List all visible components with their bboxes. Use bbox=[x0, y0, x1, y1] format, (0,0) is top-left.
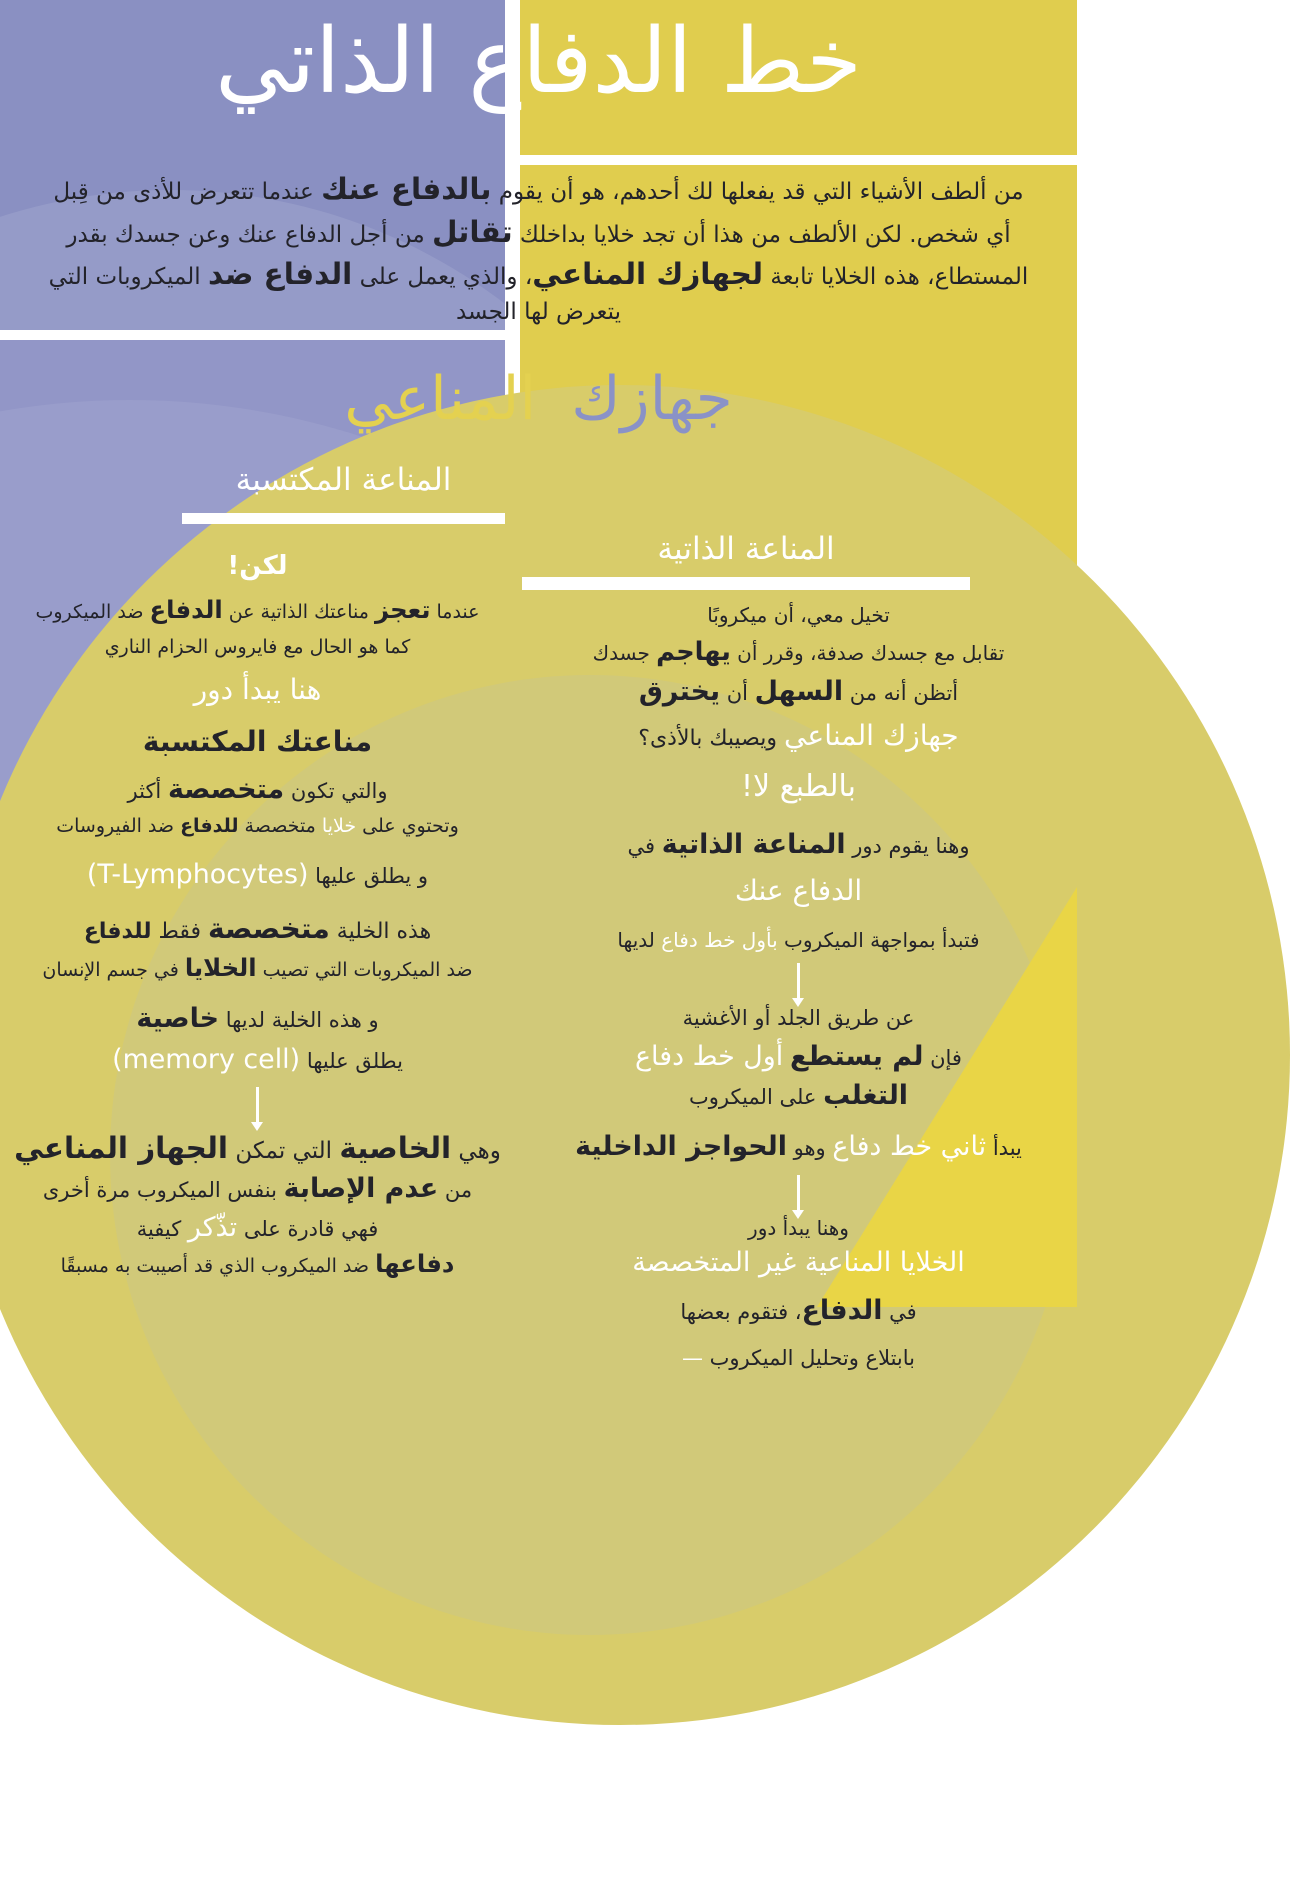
text-segment: لجهازك المناعي bbox=[532, 257, 764, 292]
text-segment: المناعة الذاتية bbox=[661, 828, 846, 860]
text-segment: عن طريق الجلد أو الأغشية bbox=[682, 1006, 915, 1031]
text-segment: و يطلق عليها bbox=[308, 864, 429, 889]
header-underline-innate bbox=[522, 577, 970, 590]
text-segment: فقط bbox=[151, 919, 208, 945]
text-segment: الدفاع bbox=[149, 594, 223, 624]
page-title: خط الدفاع الذاتي bbox=[215, 9, 862, 114]
text-segment: تقابل مع جسدك صدفة، وقرر أن bbox=[730, 641, 1005, 665]
text-segment: أول خط دفاع bbox=[635, 1041, 784, 1073]
down-arrow-icon bbox=[256, 1087, 259, 1123]
text-line bbox=[15, 168, 1062, 211]
text-segment: وتحتوي على bbox=[356, 814, 459, 837]
text-segment: متخصصة bbox=[207, 912, 330, 946]
text-segment: أتظن أنه من bbox=[843, 681, 959, 706]
text-segment: لديها bbox=[617, 928, 662, 953]
text-segment: أكثر bbox=[127, 778, 168, 803]
innate-immunity-content bbox=[530, 602, 1067, 1373]
text-segment: الخلايا bbox=[184, 953, 257, 983]
text-segment: ، والذي يعمل على bbox=[352, 264, 533, 291]
text-segment: بالدفاع عنك bbox=[321, 172, 492, 206]
text-line bbox=[530, 767, 1067, 806]
text-segment: يطلق عليها bbox=[300, 1048, 403, 1073]
text-segment: من bbox=[438, 1177, 473, 1202]
text-segment: وهنا يبدأ دور bbox=[748, 1216, 849, 1241]
text-line bbox=[10, 1211, 505, 1246]
text-line bbox=[530, 1079, 1067, 1114]
text-segment: وهنا يقوم دور bbox=[845, 833, 970, 858]
text-segment: جسدك bbox=[592, 641, 657, 665]
text-segment: مناعتك المكتسبة bbox=[142, 725, 373, 759]
text-segment: في bbox=[882, 1300, 917, 1325]
text-segment: دفاعها bbox=[375, 1248, 455, 1278]
text-segment: يبدأ bbox=[986, 1136, 1022, 1161]
text-segment: بنفس الميكروب مرة أخرى bbox=[42, 1177, 284, 1202]
text-segment: و هذه الخلية لديها bbox=[219, 1007, 379, 1032]
text-segment: الميكروبات التي bbox=[48, 264, 208, 291]
text-segment: الجهاز المناعي bbox=[14, 1131, 229, 1166]
text-line bbox=[10, 773, 505, 808]
text-segment: الدفاع عنك bbox=[734, 873, 863, 907]
text-segment: فإن bbox=[923, 1046, 962, 1071]
text-line bbox=[530, 927, 1067, 953]
text-segment: للدفاع bbox=[180, 814, 239, 837]
text-line bbox=[10, 1172, 505, 1207]
text-segment: يخترق bbox=[638, 676, 721, 708]
text-segment: تذّكر bbox=[187, 1211, 238, 1243]
text-segment: تقاتل bbox=[432, 214, 513, 249]
text-line bbox=[530, 1005, 1067, 1032]
text-segment: على الميكروب bbox=[688, 1085, 824, 1110]
text-line bbox=[10, 952, 505, 984]
text-line bbox=[10, 911, 505, 948]
text-segment: الحواجز الداخلية bbox=[575, 1131, 787, 1163]
text-segment: بابتلاع وتحليل الميكروب bbox=[702, 1346, 916, 1371]
text-line bbox=[530, 1345, 1067, 1372]
text-line bbox=[10, 550, 505, 584]
text-segment: ضد الفيروسات bbox=[56, 814, 181, 837]
text-line bbox=[10, 858, 505, 893]
text-segment: التغلب bbox=[823, 1080, 909, 1112]
header-underline-acquired bbox=[182, 513, 505, 524]
text-segment: متخصصة bbox=[238, 814, 322, 837]
text-segment: التي تمكن bbox=[228, 1138, 340, 1165]
text-segment: الخاصية bbox=[339, 1131, 452, 1166]
text-segment: ويصيبك بالأذى؟ bbox=[638, 726, 784, 752]
text-segment: كما هو الحال مع فايروس الحزام الناري bbox=[104, 636, 411, 659]
text-segment: تخيل معي، أن ميكروبًا bbox=[707, 603, 890, 627]
text-line bbox=[530, 675, 1067, 710]
text-segment: أن bbox=[720, 681, 755, 706]
text-segment: ضد الميكروب الذي قد أصيبت به مسبقًا bbox=[60, 1254, 376, 1277]
text-segment: فتبدأ بمواجهة الميكروب bbox=[777, 928, 980, 953]
text-segment: من ألطف الأشياء التي قد يفعلها لك أحدهم، هو أن يقوم bbox=[491, 179, 1024, 205]
text-line bbox=[10, 814, 505, 839]
acquired-immunity-content bbox=[10, 550, 505, 1279]
immune-system-title-word-left: المناعي bbox=[344, 364, 537, 434]
text-segment: (T-Lymphocytes) bbox=[86, 859, 309, 891]
text-line bbox=[530, 1294, 1067, 1329]
text-segment: السهل bbox=[754, 676, 844, 708]
text-segment: وهو bbox=[786, 1136, 833, 1161]
down-arrow-icon bbox=[797, 963, 800, 999]
text-segment: بالطبع لا! bbox=[741, 768, 856, 804]
text-line bbox=[530, 636, 1067, 669]
text-line bbox=[10, 635, 505, 660]
text-segment: عندما تتعرض للأذى من قِبل bbox=[53, 179, 322, 205]
text-segment bbox=[783, 1046, 790, 1070]
text-segment: عدم الإصابة bbox=[283, 1172, 439, 1204]
text-line bbox=[10, 1248, 505, 1280]
text-segment: المستطاع، هذه الخلايا تابعة bbox=[763, 264, 1029, 291]
intro-paragraph bbox=[15, 168, 1062, 329]
text-segment: أي شخص. لكن الألطف من هذا أن تجد خلايا بداخلك bbox=[512, 221, 1011, 248]
text-line bbox=[530, 1130, 1067, 1165]
text-line bbox=[530, 873, 1067, 909]
down-arrow-icon bbox=[797, 1175, 800, 1211]
text-line bbox=[10, 594, 505, 626]
text-segment: الخلايا المناعية غير المتخصصة bbox=[632, 1247, 965, 1279]
text-segment: ضد الميكروبات التي تصيب bbox=[256, 959, 473, 982]
section-header-acquired: المناعة المكتسبة bbox=[235, 462, 452, 498]
text-segment: عندما bbox=[430, 600, 480, 623]
text-segment: في bbox=[627, 833, 662, 858]
section-header-innate: المناعة الذاتية bbox=[657, 531, 835, 567]
immune-system-title-word-right: جهازك bbox=[571, 364, 733, 434]
text-segment: يتعرض لها الجسد bbox=[455, 299, 621, 326]
text-line bbox=[15, 253, 1062, 296]
immune-system-title bbox=[0, 356, 1077, 443]
text-segment: الدفاع bbox=[801, 1295, 883, 1327]
text-segment: جهازك المناعي bbox=[783, 719, 959, 753]
text-segment: هنا يبدأ دور bbox=[193, 673, 322, 707]
text-segment: هذه الخلية bbox=[329, 919, 432, 945]
text-segment: (memory cell) bbox=[112, 1043, 301, 1075]
text-segment: والتي تكون bbox=[284, 778, 388, 803]
text-segment: — bbox=[681, 1346, 703, 1371]
text-segment: من أجل الدفاع عنك وعن جسدك بقدر bbox=[66, 221, 432, 248]
text-segment: ضد الميكروب bbox=[35, 600, 150, 623]
text-line bbox=[530, 718, 1067, 755]
text-segment: في جسم الإنسان bbox=[42, 959, 185, 982]
text-line bbox=[10, 1002, 505, 1037]
text-segment: للدفاع bbox=[83, 919, 152, 945]
text-segment: ، فتقوم بعضها bbox=[680, 1300, 802, 1325]
text-line bbox=[10, 672, 505, 708]
text-segment: كيفية bbox=[136, 1216, 188, 1241]
text-line bbox=[15, 296, 1062, 329]
text-segment: بأول خط دفاع bbox=[661, 928, 778, 953]
text-line bbox=[10, 724, 505, 760]
text-line bbox=[15, 211, 1062, 254]
text-line bbox=[530, 1040, 1067, 1075]
text-segment: متخصصة bbox=[167, 773, 285, 805]
text-segment: خاصية bbox=[136, 1002, 220, 1034]
text-segment: لكن! bbox=[227, 551, 288, 581]
text-line bbox=[10, 1043, 505, 1078]
text-segment: وهي bbox=[451, 1138, 501, 1165]
text-line bbox=[10, 1129, 505, 1167]
text-line bbox=[530, 828, 1067, 863]
text-segment: الدفاع ضد bbox=[207, 257, 353, 292]
text-segment: يهاجم bbox=[656, 637, 731, 667]
text-segment: خلايا bbox=[321, 814, 357, 837]
text-line bbox=[530, 602, 1067, 628]
text-segment: فهي قادرة على bbox=[237, 1216, 379, 1241]
text-segment: لم يستطع bbox=[789, 1041, 924, 1073]
text-segment: تعجز bbox=[374, 594, 431, 624]
text-line bbox=[530, 1245, 1067, 1280]
text-segment: ثاني خط دفاع bbox=[832, 1131, 987, 1163]
text-segment: مناعتك الذاتية عن bbox=[222, 600, 375, 623]
